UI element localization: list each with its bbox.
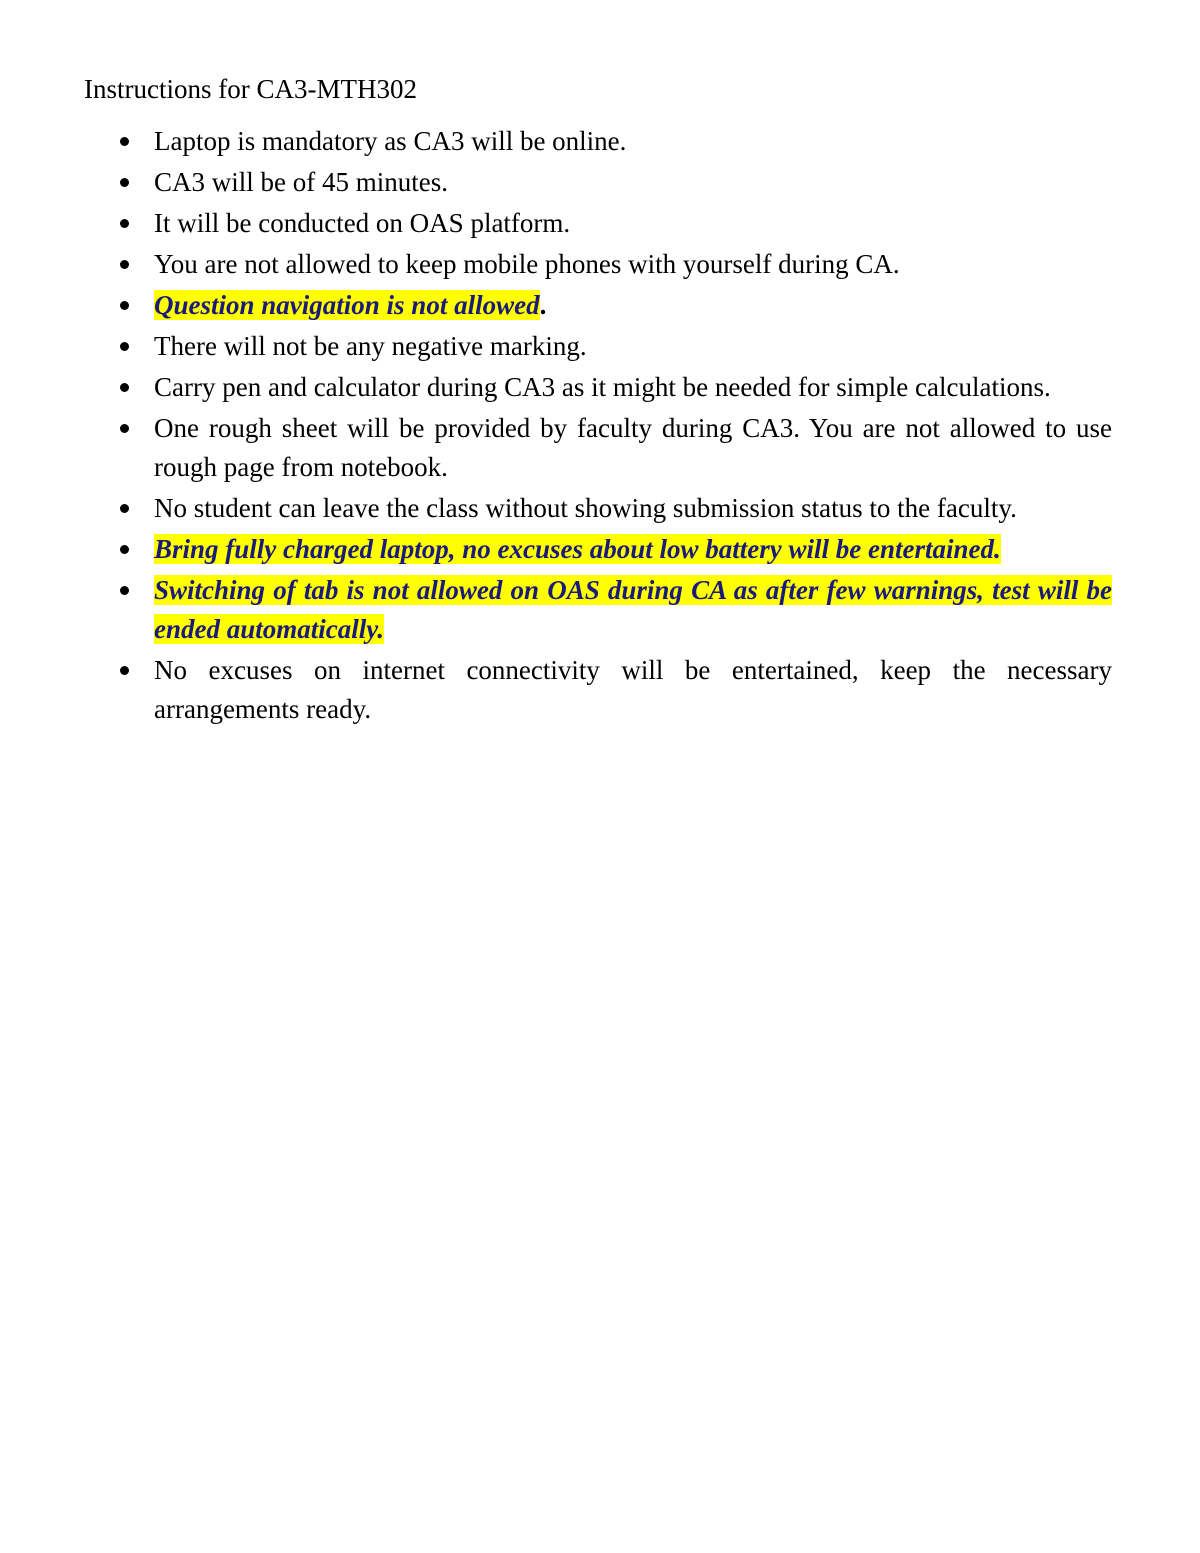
item-text: You are not allowed to keep mobile phones with yourself during CA.	[154, 249, 900, 279]
list-item	[84, 327, 1112, 366]
bullet-icon	[120, 545, 129, 554]
list-item	[84, 409, 1112, 487]
document-page	[84, 70, 1112, 731]
item-text: No excuses on internet connectivity will be entertained, keep the necessary arrangements ready.	[154, 655, 1112, 724]
list-item-highlighted	[84, 530, 1112, 569]
bullet-icon	[120, 178, 129, 187]
list-item	[84, 368, 1112, 407]
item-text: Laptop is mandatory as CA3 will be online.	[154, 126, 627, 156]
item-text: There will not be any negative marking.	[154, 331, 587, 361]
item-text-tail: .	[539, 290, 547, 320]
bullet-icon	[120, 342, 129, 351]
bullet-icon	[120, 137, 129, 146]
document-title: Instructions for CA3-MTH302	[84, 74, 417, 104]
bullet-icon	[120, 424, 129, 433]
list-item	[84, 122, 1112, 161]
list-item	[84, 163, 1112, 202]
bullet-icon	[120, 260, 129, 269]
item-text: No student can leave the class without showing submission status to the faculty.	[154, 493, 1017, 523]
highlighted-text: Switching of tab is not allowed on OAS during CA as after few warnings, test will be ended automatically.	[154, 575, 1112, 644]
bullet-icon	[120, 219, 129, 228]
list-item-highlighted	[84, 286, 1112, 325]
list-item	[84, 204, 1112, 243]
item-text: CA3 will be of 45 minutes.	[154, 167, 448, 197]
item-text: It will be conducted on OAS platform.	[154, 208, 571, 238]
list-item-highlighted	[84, 571, 1112, 649]
instruction-list	[84, 122, 1112, 729]
bullet-icon	[120, 383, 129, 392]
item-text: One rough sheet will be provided by faculty during CA3. You are not allowed to use rough page from notebook.	[154, 413, 1112, 482]
bullet-icon	[120, 504, 129, 513]
highlighted-text: Bring fully charged laptop, no excuses about low battery will be entertained.	[154, 534, 1001, 564]
bullet-icon	[120, 586, 129, 595]
highlighted-text: Question navigation is not allowed	[154, 290, 540, 320]
bullet-icon	[120, 666, 129, 675]
bullet-icon	[120, 301, 129, 310]
item-text: Carry pen and calculator during CA3 as it might be needed for simple calculations.	[154, 372, 1051, 402]
list-item	[84, 245, 1112, 284]
list-item	[84, 651, 1112, 729]
list-item	[84, 489, 1112, 528]
